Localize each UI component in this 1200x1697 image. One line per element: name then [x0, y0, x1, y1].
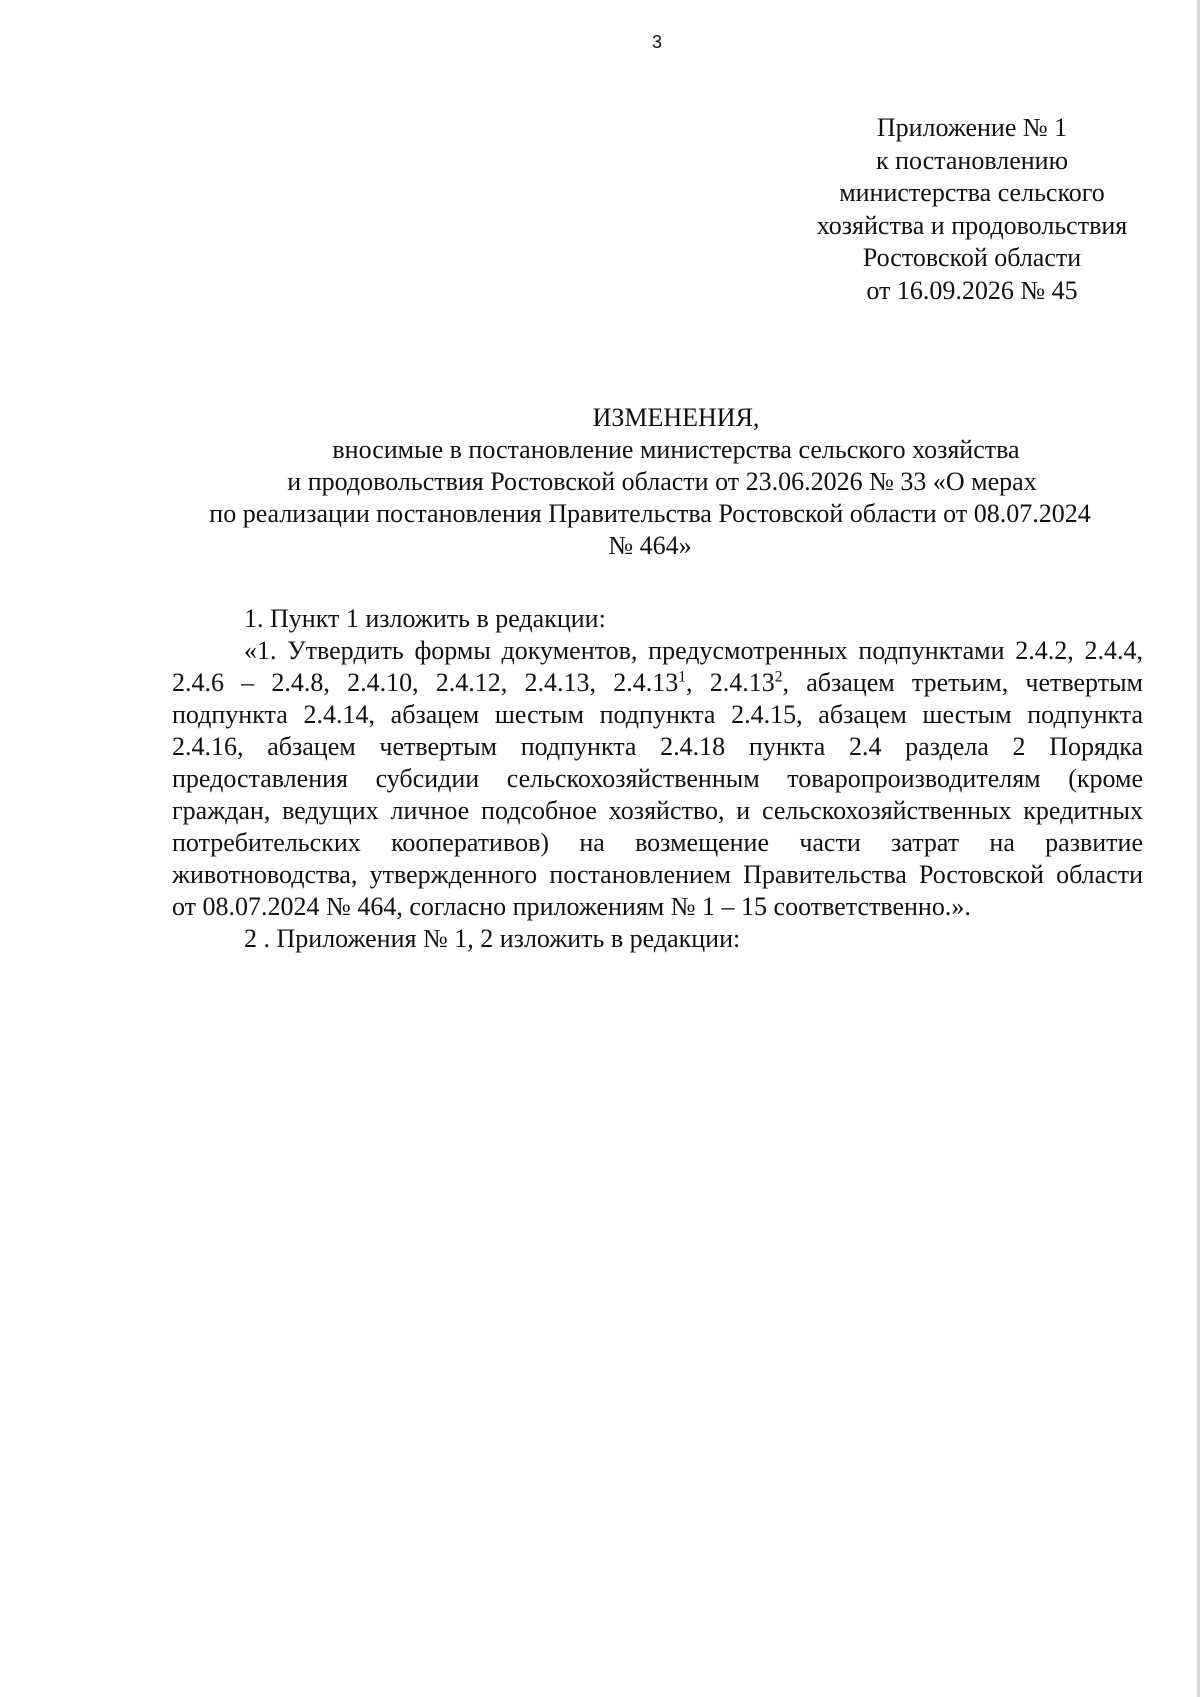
title-line: вносимые в постановление министерства сельского хозяйства [332, 435, 1020, 464]
appendix-header [780, 112, 1164, 307]
item-1-quote [172, 635, 1143, 923]
appendix-line: министерства сельского [839, 178, 1105, 207]
appendix-line: к постановлению [875, 145, 1069, 175]
superscript: 2 [774, 668, 783, 686]
title-line: № 464» [608, 531, 692, 560]
quote-text: , абзацем третьим, четвертым подпункта 2.4.14, абзацем шестым подпункта 2.4.15, абзацем шестым подпункта 2.4.16, абзацем четвертым подпункта 2.4.18 пункта 2.4 раздела 2 Порядка предоставления субсидии сельскохозяйственным товаропроизводителям (кроме граждан, ведущих личное подсобное хозяйство, и сельскохозяйственных кредитных потребительских кооперативов) на возмещение части затрат на развитие животноводства, утвержденного постановлением Правительства Ростовской области от 08.07.2024 № 464, согласно приложениям № 1 – 15 соответственно.». [172, 668, 1143, 921]
appendix-line: Ростовской области [862, 243, 1082, 272]
item-2: 2 . Приложения № 1, 2 изложить в редакции: [244, 924, 741, 953]
quote-text: , 2.4.13 [686, 668, 775, 697]
superscript: 1 [678, 668, 687, 686]
title-line: и продовольствия Ростовской области от 23.06.2026 № 33 «О мерах [287, 467, 1037, 496]
title-line: по реализации постановления Правительства Ростовской области от 08.07.2024 [209, 499, 1091, 528]
appendix-line: Приложение № 1 [876, 113, 1068, 142]
quote-text: «1. Утвердить формы документов, предусмотренных подпунктами 2.4.2, 2.4.4, 2.4.6 – 2.4.8, 2.4.10, 2.4.12, 2.4.13, 2.4.13 [172, 636, 1143, 697]
appendix-line: хозяйства и продовольствия [816, 210, 1128, 240]
document-title [160, 402, 1140, 562]
page-number: 3 [651, 32, 662, 52]
appendix-line: от 16.09.2026 № 45 [866, 275, 1078, 305]
item-1: 1. Пункт 1 изложить в редакции: [244, 604, 606, 633]
title-heading: ИЗМЕНЕНИЯ, [592, 403, 760, 432]
document-body [172, 603, 1143, 955]
